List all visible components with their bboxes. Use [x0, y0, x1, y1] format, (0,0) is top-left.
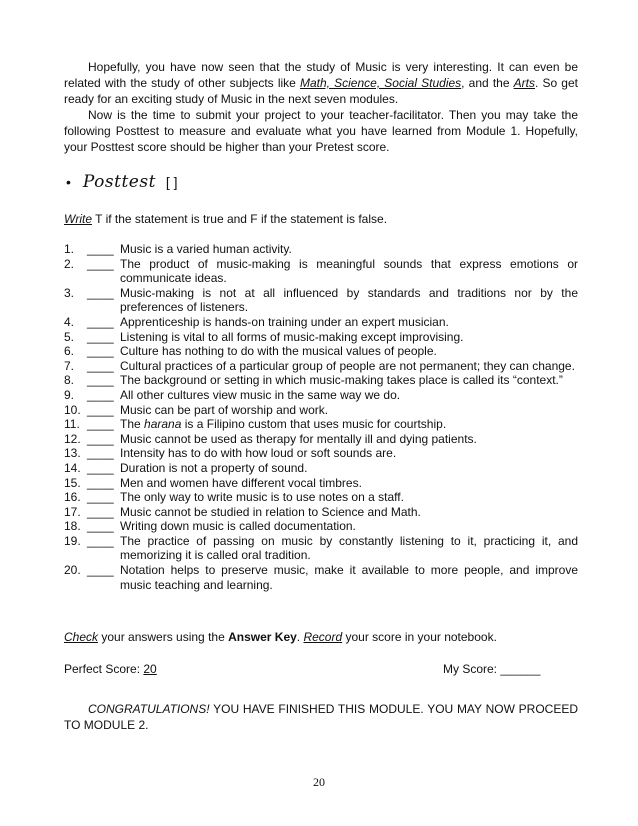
- question-list: [64, 242, 578, 592]
- question-item: [64, 505, 578, 520]
- question-number: 16.: [64, 490, 81, 505]
- instruction-text: T if the statement is true and F if the statement is false.: [92, 212, 388, 226]
- question-item: [64, 330, 578, 345]
- question-number: 6.: [64, 344, 75, 359]
- checkbox-brackets: [ ]: [165, 174, 178, 190]
- question-item: [64, 490, 578, 505]
- question-item: [64, 476, 578, 491]
- instructions: [64, 211, 387, 227]
- arts-word: Arts: [513, 76, 535, 90]
- question-item: [64, 519, 578, 534]
- perfect-score-value: 20: [143, 662, 157, 676]
- question-item: [64, 359, 578, 374]
- answer-blank[interactable]: ____: [87, 563, 114, 578]
- question-number: 8.: [64, 373, 75, 388]
- check-text: .: [296, 630, 304, 644]
- answer-blank[interactable]: ____: [87, 533, 114, 548]
- question-item: [64, 446, 578, 461]
- question-number: 1.: [64, 242, 75, 256]
- answer-blank[interactable]: ____: [87, 387, 114, 402]
- congrats-emphasis: CONGRATULATIONS!: [88, 702, 210, 716]
- check-text: your answers using the: [98, 630, 229, 644]
- question-item: [64, 242, 578, 257]
- question-item: [64, 417, 578, 432]
- question-number: 13.: [64, 446, 81, 461]
- question-number: 3.: [64, 285, 75, 300]
- question-item: [64, 563, 578, 592]
- answer-blank[interactable]: ____: [87, 475, 114, 490]
- answer-blank[interactable]: ____: [87, 460, 114, 475]
- subjects-list: Math, Science, Social Studies: [299, 76, 462, 90]
- answer-blank[interactable]: ____: [87, 285, 114, 300]
- question-text: [120, 417, 578, 432]
- question-text: Music cannot be studied in relation to Science and Math.: [120, 504, 421, 519]
- posttest-heading: [64, 172, 178, 192]
- intro-paragraph-2: Now is the time to submit your project to your teacher-facilitator. Then you may take the following Posttest to measure and evaluate what you have learned from Module 1. Hopefully, your Posttest score should be higher than your Pretest score.: [64, 108, 578, 154]
- question-text: Cultural practices of a particular group of people are not permanent; they can change.: [120, 358, 575, 373]
- question-text: The only way to write music is to use notes on a staff.: [120, 490, 404, 505]
- question-text: All other cultures view music in the same way we do.: [120, 387, 401, 402]
- question-item: [64, 534, 578, 563]
- answer-blank[interactable]: ____: [87, 504, 114, 519]
- question-text: The practice of passing on music by constantly listening to it, practicing it, and memorizing it is called oral tradition.: [120, 533, 578, 563]
- perfect-score-label: Perfect Score:: [64, 662, 144, 676]
- question-text: The background or setting in which music-making takes place is called its “context.”: [120, 373, 563, 388]
- answer-blank[interactable]: ____: [87, 242, 114, 256]
- question-item: [64, 432, 578, 447]
- question-item: [64, 403, 578, 418]
- question-number: 2.: [64, 256, 75, 271]
- check-text: your score in your notebook.: [342, 630, 497, 644]
- intro-text: , and the: [461, 76, 514, 90]
- question-number: 5.: [64, 329, 75, 344]
- question-item: [64, 257, 578, 286]
- question-text: Writing down music is called documentation.: [120, 519, 356, 534]
- answer-blank[interactable]: ____: [87, 446, 114, 461]
- question-item: [64, 315, 578, 330]
- question-text: Culture has nothing to do with the musical values of people.: [120, 344, 437, 359]
- question-number: 14.: [64, 460, 81, 475]
- intro-section: [64, 59, 578, 155]
- intro-text: Hopefully, you have now seen that the study of Music is very interesting. It can even be related with the study of other subjects like: [64, 60, 578, 90]
- question-number: 7.: [64, 358, 75, 373]
- answer-blank[interactable]: ____: [87, 417, 114, 432]
- question-item: [64, 388, 578, 403]
- page-number: 20: [313, 775, 325, 789]
- answer-blank[interactable]: ____: [87, 256, 114, 271]
- answer-blank[interactable]: ____: [87, 373, 114, 388]
- answer-key-label: Answer Key: [228, 630, 297, 644]
- check-word: Check: [64, 630, 99, 644]
- question-number: 18.: [64, 519, 81, 534]
- question-text: Listening is vital to all forms of music-making except improvising.: [120, 329, 464, 344]
- question-text: Music cannot be used as therapy for mentally ill and dying patients.: [120, 431, 477, 446]
- answer-blank[interactable]: ____: [87, 490, 114, 505]
- question-item: [64, 461, 578, 476]
- check-instructions: [64, 629, 497, 645]
- question-text: Duration is not a property of sound.: [120, 460, 308, 475]
- question-text: Music can be part of worship and work.: [120, 402, 329, 417]
- question-number: 17.: [64, 504, 81, 519]
- record-word: Record: [303, 630, 343, 644]
- instruction-verb: Write: [64, 212, 92, 226]
- question-number: 15.: [64, 475, 81, 490]
- answer-blank[interactable]: ____: [87, 358, 114, 373]
- bullet-icon: •: [66, 174, 71, 190]
- question-text: Notation helps to preserve music, make it available to more people, and improve music teaching and learning.: [120, 563, 578, 592]
- harana-term: harana: [144, 417, 182, 432]
- answer-blank[interactable]: ____: [87, 402, 114, 417]
- answer-blank[interactable]: ____: [87, 519, 114, 534]
- question-item: [64, 344, 578, 359]
- question-text-part: The: [120, 417, 145, 432]
- answer-blank[interactable]: ____: [87, 431, 114, 446]
- posttest-title: Posttest: [82, 172, 156, 192]
- question-text: Men and women have different vocal timbres.: [120, 475, 362, 490]
- question-number: 9.: [64, 387, 75, 402]
- question-text-part: is a Filipino custom that uses music for courtship.: [181, 417, 447, 432]
- question-item: [64, 286, 578, 315]
- question-number: 12.: [64, 431, 81, 446]
- question-text: The product of music-making is meaningful sounds that express emotions or communicate ideas.: [120, 256, 578, 286]
- my-score[interactable]: My Score: ______: [443, 662, 541, 676]
- congrats-text: YOU HAVE FINISHED THIS MODULE. YOU MAY NOW PROCEED TO MODULE 2.: [64, 702, 578, 732]
- question-number: 11.: [64, 417, 80, 432]
- answer-blank[interactable]: ____: [87, 314, 114, 329]
- answer-blank[interactable]: ____: [87, 329, 114, 344]
- question-text: Music is a varied human activity.: [120, 242, 292, 256]
- question-text: Music-making is not at all influenced by standards and traditions nor by the preferences of listeners.: [120, 285, 578, 315]
- intro-text: . So get ready for an exciting study of Music in the next seven modules.: [64, 76, 578, 106]
- question-text: Intensity has to do with how loud or soft sounds are.: [120, 446, 397, 461]
- question-text: Apprenticeship is hands-on training under an expert musician.: [120, 314, 449, 329]
- question-number: 19.: [64, 533, 81, 548]
- score-line: [64, 661, 578, 677]
- question-item: [64, 373, 578, 388]
- question-number: 4.: [64, 314, 75, 329]
- congratulations-message: [64, 701, 578, 733]
- answer-blank[interactable]: ____: [87, 344, 114, 359]
- intro-paragraph-1: [64, 59, 578, 107]
- question-number: 10.: [64, 402, 81, 417]
- question-number: 20.: [64, 563, 81, 578]
